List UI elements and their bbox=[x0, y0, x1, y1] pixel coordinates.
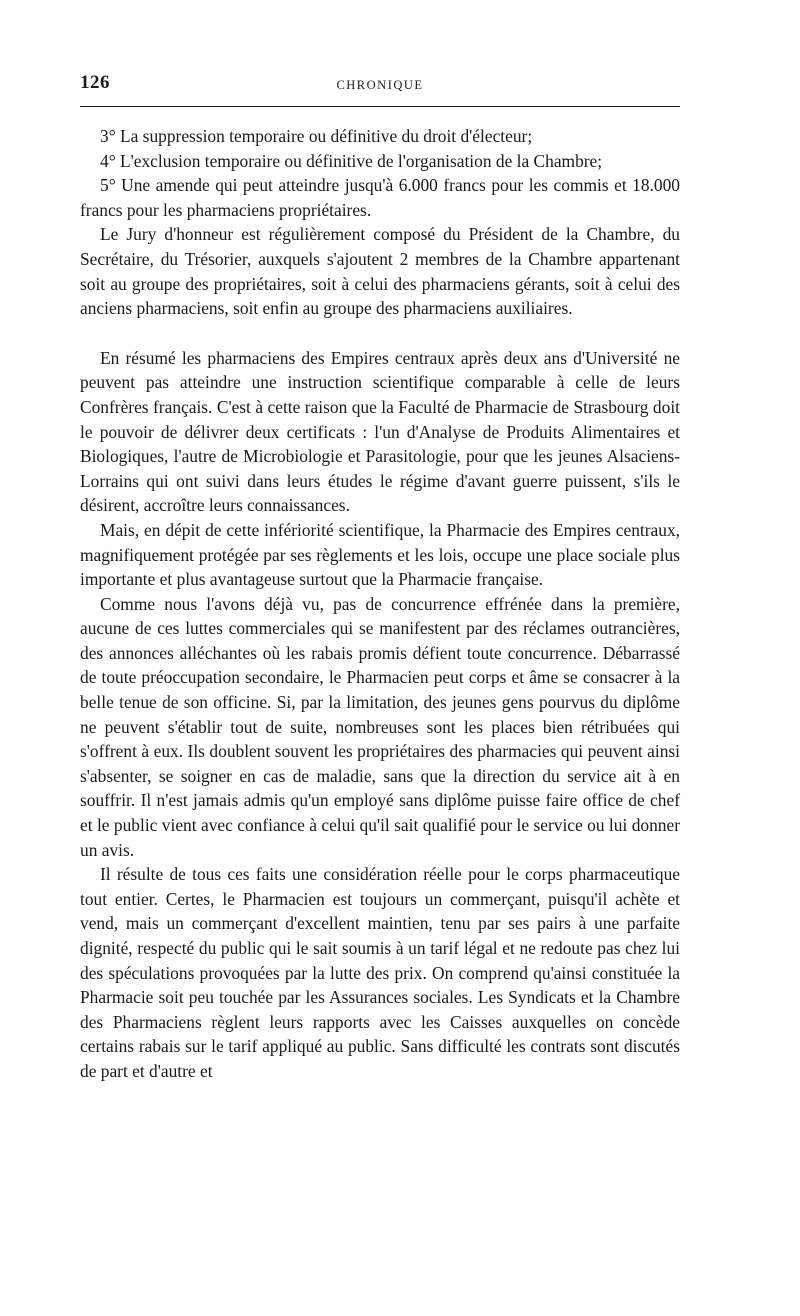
running-head: CHRONIQUE bbox=[336, 78, 424, 92]
paragraph-consideration: Il résulte de tous ces faits une considération réelle pour le corps pharmaceutique tout entier. Certes, le Pharmacien est toujours un commerçant, puisqu'il achète et vend, mais un commerçant d'excellent maintien, tenu par ses pairs à une parfaite dignité, respecté du public qui le sait soumis à un tarif légal et ne redoute pas chez lui des spéculations provoquées par la lutte des prix. On comprend qu'ainsi constituée la Pharmacie soit peu touchée par les Assurances sociales. Les Syndicats et la Chambre des Pharmaciens règlent leurs rapports avec les Caisses auxquelles on concède certains rabais sur le tarif appliqué au public. Sans difficulté les contrats sont discutés de part et d'autre et bbox=[80, 864, 680, 1081]
paragraph-concurrence: Comme nous l'avons déjà vu, pas de concurrence effrénée dans la première, aucune de ces luttes commerciales qui se manifestent par des réclames outrancières, des annonces alléchantes où les rabais promis défient toute concurrence. Débarrassé de toute préoccupation secondaire, le Pharmacien peut corps et âme se consacrer à la belle tenue de son officine. Si, par la limitation, des jeunes gens pourvus du diplôme ne peuvent s'établir tout de suite, nombreuses sont les places bien rétribuées qui s'offrent à eux. Ils doublent souvent les propriétaires des pharmacies qui peuvent ainsi s'absenter, se soigner en cas de maladie, sans que la direction du service ait à en souffrir. Il n'est jamais admis qu'un employé sans diplôme puisse faire office de chef et le public vient avec confiance à celui qu'il sait qualifié pour le service ou lui donner un avis. bbox=[80, 593, 680, 860]
paragraph-gap bbox=[80, 321, 680, 346]
paragraph-inferiorite: Mais, en dépit de cette infériorité scientifique, la Pharmacie des Empires centraux, magnifiquement protégée par ses règlements et les lois, occupe une place sociale plus importante et plus avantageuse surtout que la Pharmacie française. bbox=[80, 519, 680, 590]
page-number: 126 bbox=[80, 72, 110, 93]
paragraph-jury: Le Jury d'honneur est régulièrement composé du Président de la Chambre, du Secrétaire, du Trésorier, auxquels s'ajoutent 2 membres de la Chambre appartenant soit au groupe des propriétaires, soit à celui des pharmaciens gérants, soit à celui des anciens pharmaciens, soit enfin au groupe des pharmaciens auxiliaires. bbox=[80, 224, 680, 319]
list-item-sanction-5: 5° Une amende qui peut atteindre jusqu'à 6.000 francs pour les commis et 18.000 francs pour les pharmaciens propriétaires. bbox=[80, 175, 680, 220]
list-item-sanction-3: 3° La suppression temporaire ou définitive du droit d'électeur; bbox=[100, 126, 533, 146]
page-header bbox=[80, 72, 680, 102]
paragraph-resume: En résumé les pharmaciens des Empires centraux après deux ans d'Université ne peuvent pas atteindre une instruction scientifique comparable à celle de leurs Confrères français. C'est à cette raison que la Faculté de Pharmacie de Strasbourg doit le pouvoir de délivrer deux certificats : l'un d'Analyse de Produits Alimentaires et Biologiques, l'autre de Microbiologie et Parasitologie, pour que les jeunes Alsaciens-Lorrains qui ont suivi dans leurs études le régime d'avant guerre puissent, s'ils le désirent, accroître leurs connaissances. bbox=[80, 347, 680, 516]
header-rule bbox=[80, 106, 680, 107]
body-text bbox=[80, 124, 680, 1084]
list-item-sanction-4: 4° L'exclusion temporaire ou définitive de l'organisation de la Chambre; bbox=[100, 150, 603, 171]
